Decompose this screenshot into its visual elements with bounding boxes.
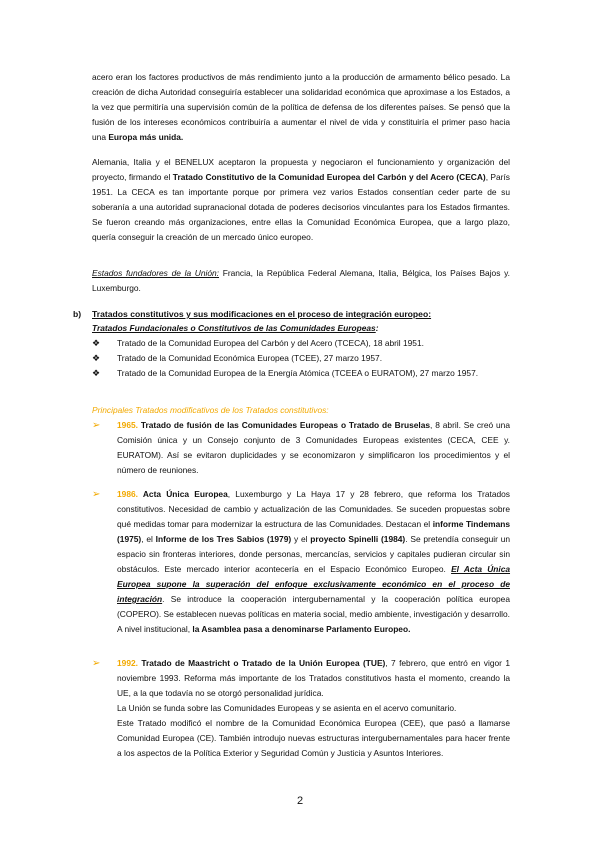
founders-label: Estados fundadores de la Unión: — [92, 268, 220, 278]
diamond-bullet-icon: ❖ — [92, 368, 101, 378]
bold-ceca: Tratado Constitutivo de la Comunidad Europea del Carbón y del Acero (CECA) — [172, 172, 486, 182]
arrow-bullet-icon: ➢ — [92, 420, 101, 431]
diamond-bullet-icon: ❖ — [92, 353, 101, 363]
diamond-bullet-icon: ❖ — [92, 338, 101, 348]
founding-subtitle: Tratados Fundacionales o Constitutivos de las Comunidades Europeas: — [92, 323, 379, 333]
section-marker: b) — [73, 309, 82, 319]
treaty-1986: ➢ 1986. Acta Única Europea, Luxemburgo y La Haya 17 y 28 febrero, que reforma los Tratados constitutivos. Necesidad de cambio y actualización de las Comunidades. Se suceden propuestas sobre qué medidas tomar para modernizar la estructura de las Comunidades. Destacan el informe Tindemans (1975), el Informe de los Tres Sabios (1979) y el proyecto Spinelli (1984). Se pretendía conseguir un espacio sin fronteras interiores, donde personas, mercancías, servicios y capitales pudieran circular sin obstáculos. Este mercado interior acontecería en el Espacio Económico Europeo. El Acta Única Europea supone la superación del enfoque exclusivamente económico en el proceso de integración. Se introduce la cooperación intergubernamental y la cooperación política europea (COPERO). Se establecen nuevas políticas en materia social, medio ambiente, investigación y desarrollo. A nivel institucional, la Asamblea pasa a denominarse Parlamento Europeo. — [92, 489, 511, 634]
bold-europa: Europa más unida. — [108, 132, 184, 142]
year-1965: 1965. — [117, 420, 138, 430]
section-title: Tratados constitutivos y sus modificaciones en el proceso de integración europeo: — [92, 309, 432, 319]
arrow-bullet-icon: ➢ — [92, 489, 101, 500]
arrow-bullet-icon: ➢ — [92, 658, 101, 669]
intro-paragraph-2: Alemania, Italia y el BENELUX aceptaron la propuesta y negociaron el funcionamiento y organización del proyecto, firmando el Tratado Constitutivo de la Comunidad Europea del Carbón y del Acero (CECA), París 1951. La CECA es tan importante porque por primera vez varios Estados consentían ceder parte de su soberanía a una autoridad supranacional dotada de poderes decisorios vinculantes para los Estados firmantes. Se fueron creando más organizaciones, entre ellas la Comunidad Económica Europea, que a largo plazo, quería conseguir la creación de un mercado único europeo. — [92, 157, 510, 242]
founding-treaty-item: ❖ Tratado de la Comunidad Económica Europea (TCEE), 27 marzo 1957. — [117, 351, 510, 366]
page-number: 2 — [296, 795, 304, 807]
founding-treaty-item: ❖ Tratado de la Comunidad Europea del Carbón y del Acero (TCECA), 18 abril 1951. — [117, 336, 510, 351]
section-b-heading — [73, 307, 431, 322]
year-1986: 1986. — [117, 489, 138, 499]
intro-paragraph-1: acero eran los factores productivos de más rendimiento junto a la producción de armamento bélico pesado. La creación de dicha Autoridad conseguiría establecer una solidaridad económica que aproximase a los Estados, a la vez que permitiría una supervisión común de la política de defensa de los diferentes países. Se pensó que la fusión de los intereses económicos contribuiría a aumentar el nivel de vida y constituiría el primer paso hacia una Europa más unida. — [92, 72, 510, 142]
founding-treaty-item: ❖ Tratado de la Comunidad Europea de la Energía Atómica (TCEEA o EURATOM), 27 marzo 1957. — [117, 366, 510, 381]
treaty-1965: ➢ 1965. Tratado de fusión de las Comunidades Europeas o Tratado de Bruselas, 8 abril. Se creó una Comisión única y un Consejo conjunto de 3 Comunidades Europeas existentes (CECA, CEE y. EURATOM). Así se evitaron duplicidades y se economizaron y simplificaron los procedimientos y el número de reuniones. — [92, 420, 510, 475]
modif-heading: Principales Tratados modificativos de los Tratados constitutivos: — [92, 405, 329, 415]
treaty-1992: ➢ 1992. Tratado de Maastricht o Tratado de la Unión Europea (TUE), 7 febrero, que entró en vigor 1 noviembre 1993. Reforma más importante de los Tratados constitutivos hasta el momento, creando la UE, a la que todavía no se otorgó personalidad jurídica. La Unión se funda sobre las Comunidades Europeas y se asienta en el acervo comunitario. Este Tratado modificó el nombre de la Comunidad Económica Europea (CEE), que pasó a llamarse Comunidad Europea (CE). También introdujo nuevas estructuras intergubernamentales para hacer frente a los aspectos de la Política Exterior y Seguridad Común y Justicia y Asuntos Interiores. — [92, 658, 510, 758]
year-1992: 1992. — [117, 658, 138, 668]
intro-paragraph-3: Estados fundadores de la Unión: Francia, la República Federal Alemana, Italia, Bélgica, los Países Bajos y. Luxemburgo. — [92, 268, 510, 293]
